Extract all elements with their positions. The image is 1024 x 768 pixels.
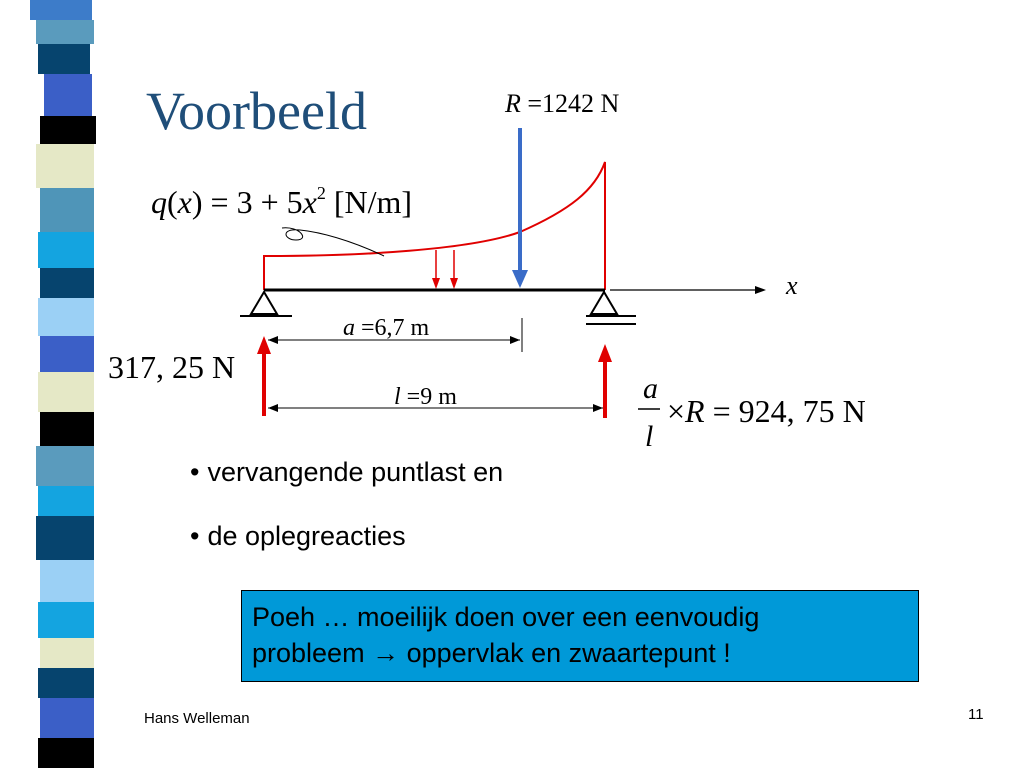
x-axis-label: x: [786, 271, 798, 300]
dimension-a-label: a =6,7 m: [343, 315, 430, 341]
note-line-2: probleem → oppervlak en zwaartepunt !: [252, 638, 731, 668]
fraction-denominator: l: [645, 420, 654, 453]
right-support: [586, 292, 636, 324]
distributed-load-curve: [264, 162, 605, 290]
dimension-l-label: l =9 m: [394, 384, 457, 410]
fraction-numerator: a: [643, 372, 658, 405]
left-support: [240, 292, 292, 316]
resultant-arrow: [512, 128, 528, 288]
formula-pointer: [282, 228, 384, 256]
right-reaction-formula: [638, 372, 866, 453]
note-line-1: Poeh … moeilijk doen over een eenvoudig: [252, 602, 760, 632]
footer-author: Hans Welleman: [144, 710, 250, 727]
page-number: 11: [968, 706, 984, 723]
resultant-label: R =1242 N: [505, 89, 620, 118]
bullet-item: • vervangende puntlast en: [190, 457, 504, 487]
left-reaction-arrow: [257, 336, 271, 416]
slide-title: Voorbeeld: [146, 81, 367, 141]
bullet-list: [190, 452, 503, 580]
load-arrow-2: [450, 250, 458, 289]
x-axis: [610, 286, 766, 294]
load-arrow-1: [432, 250, 440, 289]
left-reaction-label: 317, 25 N: [108, 349, 236, 385]
bullet-item: • de oplegreacties: [190, 521, 406, 551]
right-reaction-value: ×R = 924, 75 N: [667, 393, 866, 429]
note-box: [241, 590, 919, 682]
load-function: $q(x) = 3 + 5x^2$ [N/m]: [151, 183, 413, 220]
